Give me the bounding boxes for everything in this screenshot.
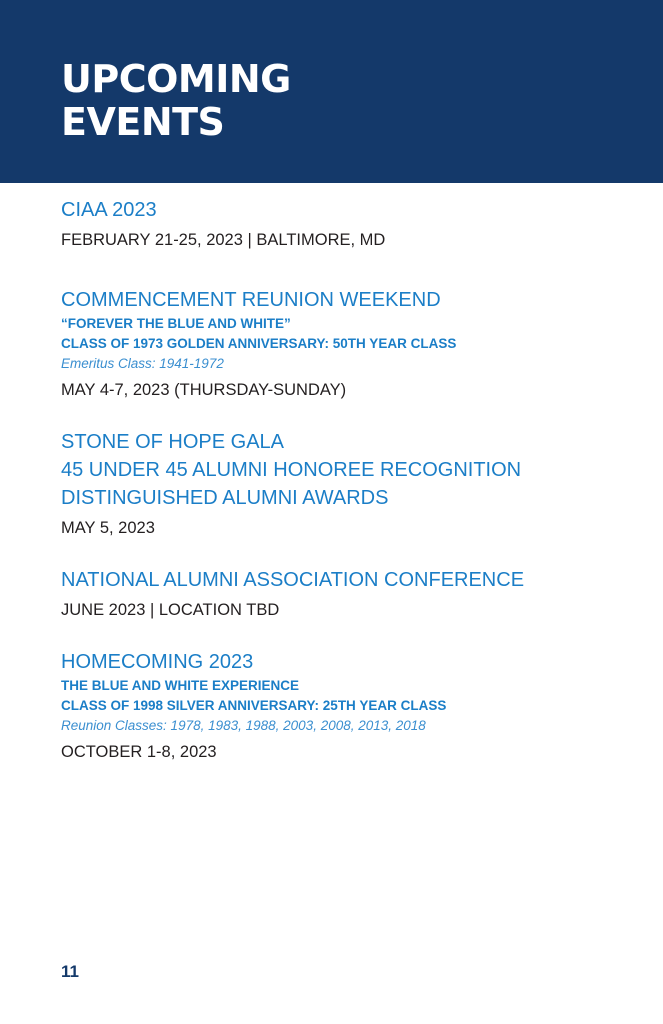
event-title: STONE OF HOPE GALA xyxy=(61,431,285,453)
event-date: OCTOBER 1-8, 2023 xyxy=(61,743,217,761)
event-subtitle: THE BLUE AND WHITE EXPERIENCE xyxy=(61,678,300,693)
event-date: MAY 4-7, 2023 (THURSDAY-SUNDAY) xyxy=(61,381,347,399)
event-date: MAY 5, 2023 xyxy=(61,519,155,537)
event-subtitle: CLASS OF 1998 SILVER ANNIVERSARY: 25TH YEAR CLASS xyxy=(61,698,447,713)
page-title-line-1: UPCOMING xyxy=(61,57,291,101)
event-title: HOMECOMING 2023 xyxy=(61,651,254,673)
event-note: Reunion Classes: 1978, 1983, 1988, 2003, 2008, 2013, 2018 xyxy=(61,718,426,733)
event-title: CIAA 2023 xyxy=(61,199,157,221)
event-title: COMMENCEMENT REUNION WEEKEND xyxy=(61,289,441,311)
event-title: 45 UNDER 45 ALUMNI HONOREE RECOGNITION xyxy=(61,459,522,481)
event-subtitle: CLASS OF 1973 GOLDEN ANNIVERSARY: 50TH YEAR CLASS xyxy=(61,336,457,351)
event-commencement-reunion xyxy=(61,286,621,402)
event-ciaa xyxy=(61,196,621,252)
event-title: NATIONAL ALUMNI ASSOCIATION CONFERENCE xyxy=(61,569,525,591)
page-title xyxy=(61,58,291,144)
event-subtitle: “FOREVER THE BLUE AND WHITE” xyxy=(61,316,291,331)
event-date: FEBRUARY 21-25, 2023 | BALTIMORE, MD xyxy=(61,231,386,249)
event-date: JUNE 2023 | LOCATION TBD xyxy=(61,601,280,619)
event-note: Emeritus Class: 1941-1972 xyxy=(61,356,224,371)
event-homecoming xyxy=(61,648,621,764)
header-band xyxy=(0,0,663,183)
events-list xyxy=(61,196,621,764)
page-title-line-2: EVENTS xyxy=(61,100,225,144)
event-naa-conference xyxy=(61,566,621,622)
event-title: DISTINGUISHED ALUMNI AWARDS xyxy=(61,487,389,509)
page-number: 11 xyxy=(61,962,79,981)
event-stone-of-hope-gala xyxy=(61,428,621,540)
